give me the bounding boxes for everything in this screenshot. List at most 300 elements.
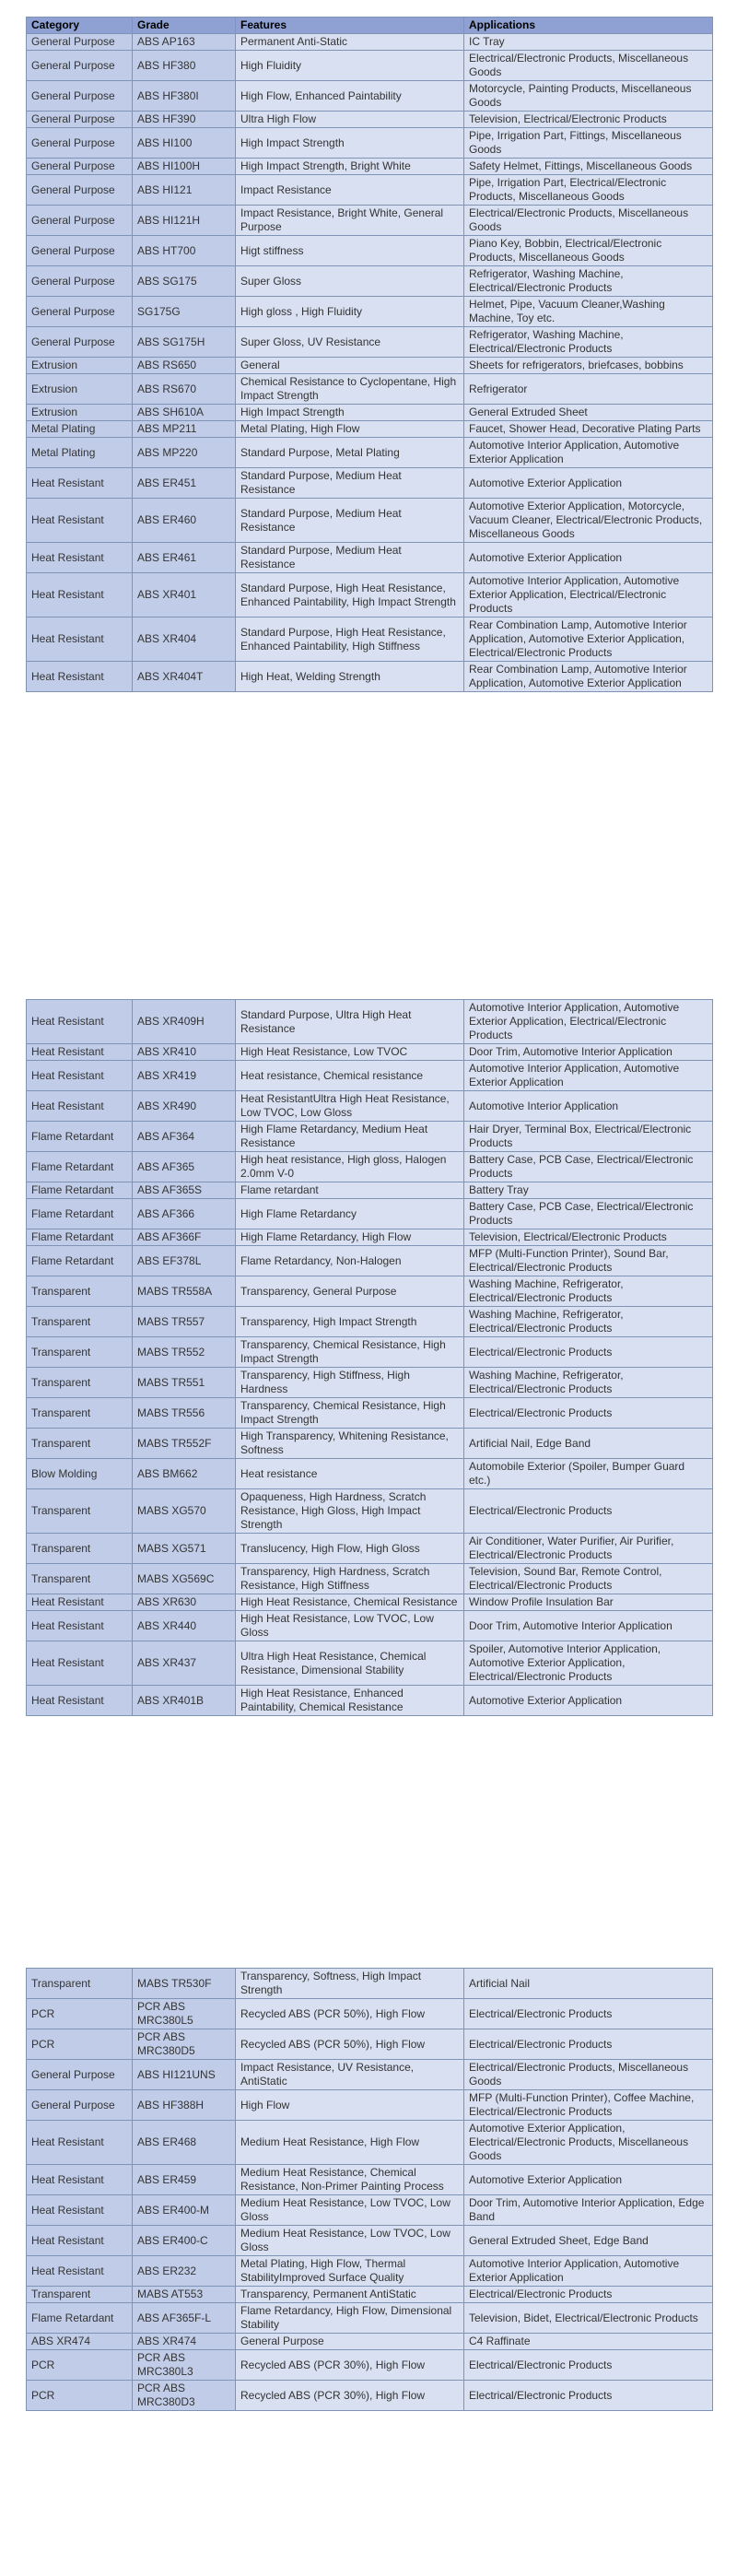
category-cell: Heat Resistant	[27, 2165, 133, 2195]
applications-cell: General Extruded Sheet	[464, 405, 713, 421]
table-row	[27, 1276, 713, 1307]
table-row	[27, 2287, 713, 2303]
table-row	[27, 468, 713, 499]
features-cell: Heat resistance	[236, 1459, 464, 1489]
applications-cell: Automotive Exterior Application, Electrical/Electronic Products, Miscellaneous Goods	[464, 2121, 713, 2165]
grade-cell: ABS XR401	[133, 573, 236, 618]
applications-cell: MFP (Multi-Function Printer), Coffee Machine, Electrical/Electronic Products	[464, 2090, 713, 2121]
category-cell: Extrusion	[27, 405, 133, 421]
grade-cell: ABS XR419	[133, 1061, 236, 1091]
features-cell: Metal Plating, High Flow, Thermal StabilityImproved Surface Quality	[236, 2256, 464, 2287]
applications-cell: Helmet, Pipe, Vacuum Cleaner,Washing Machine, Toy etc.	[464, 297, 713, 327]
category-cell: Transparent	[27, 1307, 133, 1337]
features-cell: High Fluidity	[236, 51, 464, 81]
category-cell: Transparent	[27, 1368, 133, 1398]
features-cell: Standard Purpose, Ultra High Heat Resistance	[236, 1000, 464, 1044]
table-row	[27, 1368, 713, 1398]
features-cell: High gloss , High Fluidity	[236, 297, 464, 327]
applications-cell: Automotive Interior Application, Automotive Exterior Application	[464, 2256, 713, 2287]
applications-cell: Electrical/Electronic Products	[464, 2350, 713, 2381]
header-features: Features	[236, 18, 464, 34]
features-cell: Transparency, Chemical Resistance, High Impact Strength	[236, 1337, 464, 1368]
applications-cell: Battery Tray	[464, 1182, 713, 1199]
table-row	[27, 1152, 713, 1182]
applications-cell: Piano Key, Bobbin, Electrical/Electronic Products, Miscellaneous Goods	[464, 236, 713, 266]
applications-cell: Washing Machine, Refrigerator, Electrical/Electronic Products	[464, 1276, 713, 1307]
category-cell: PCR	[27, 2381, 133, 2411]
category-cell: General Purpose	[27, 128, 133, 159]
table-row	[27, 1686, 713, 1716]
grade-cell: ABS ER232	[133, 2256, 236, 2287]
features-cell: Transparency, High Impact Strength	[236, 1307, 464, 1337]
category-cell: Blow Molding	[27, 1459, 133, 1489]
grade-cell: MABS TR551	[133, 1368, 236, 1398]
grade-cell: ABS HF380I	[133, 81, 236, 112]
table-row	[27, 358, 713, 374]
table-row	[27, 2060, 713, 2090]
category-cell: Flame Retardant	[27, 2303, 133, 2334]
grade-cell: MABS AT553	[133, 2287, 236, 2303]
applications-cell: Automotive Exterior Application	[464, 468, 713, 499]
table-row	[27, 34, 713, 51]
category-cell: Flame Retardant	[27, 1229, 133, 1246]
features-cell: Standard Purpose, High Heat Resistance, Enhanced Paintability, High Impact Strength	[236, 573, 464, 618]
features-cell: Heat resistance, Chemical resistance	[236, 1061, 464, 1091]
table-row	[27, 1534, 713, 1564]
table-row	[27, 2350, 713, 2381]
applications-cell: Electrical/Electronic Products	[464, 1489, 713, 1534]
table-row	[27, 1182, 713, 1199]
table-row	[27, 421, 713, 438]
features-cell: High Flame Retardancy, High Flow	[236, 1229, 464, 1246]
applications-cell: Refrigerator, Washing Machine, Electrical/Electronic Products	[464, 327, 713, 358]
applications-cell: Television, Bidet, Electrical/Electronic Products	[464, 2303, 713, 2334]
grade-cell: ABS SG175	[133, 266, 236, 297]
grade-cell: PCR ABS MRC380L3	[133, 2350, 236, 2381]
table-row	[27, 1091, 713, 1122]
grade-cell: ABS XR404T	[133, 662, 236, 692]
grade-cell: ABS ER459	[133, 2165, 236, 2195]
grade-cell: ABS AP163	[133, 34, 236, 51]
table-row	[27, 2195, 713, 2226]
features-cell: Flame Retardancy, Non-Halogen	[236, 1246, 464, 1276]
grade-cell: ABS XR490	[133, 1091, 236, 1122]
category-cell: Flame Retardant	[27, 1122, 133, 1152]
grade-cell: ABS HF388H	[133, 2090, 236, 2121]
table-row	[27, 1000, 713, 1044]
grade-cell: ABS XR474	[133, 2334, 236, 2350]
features-cell: Super Gloss	[236, 266, 464, 297]
category-cell: Heat Resistant	[27, 573, 133, 618]
grade-cell: ABS MP211	[133, 421, 236, 438]
category-cell: Transparent	[27, 1969, 133, 1999]
applications-cell: Electrical/Electronic Products, Miscellaneous Goods	[464, 206, 713, 236]
grade-cell: ABS AF365	[133, 1152, 236, 1182]
grade-cell: SG175G	[133, 297, 236, 327]
applications-cell: Automotive Interior Application, Automotive Exterior Application	[464, 438, 713, 468]
table-row	[27, 438, 713, 468]
table-row	[27, 2029, 713, 2060]
features-cell: Recycled ABS (PCR 30%), High Flow	[236, 2381, 464, 2411]
applications-cell: Door Trim, Automotive Interior Application	[464, 1611, 713, 1641]
table-row	[27, 175, 713, 206]
category-cell: Heat Resistant	[27, 1000, 133, 1044]
features-cell: Medium Heat Resistance, High Flow	[236, 2121, 464, 2165]
features-cell: Standard Purpose, High Heat Resistance, Enhanced Paintability, High Stiffness	[236, 618, 464, 662]
applications-cell: Television, Electrical/Electronic Products	[464, 1229, 713, 1246]
category-cell: General Purpose	[27, 34, 133, 51]
category-cell: General Purpose	[27, 112, 133, 128]
grade-cell: ABS AF364	[133, 1122, 236, 1152]
category-cell: Heat Resistant	[27, 1061, 133, 1091]
grade-cell: ABS HF380	[133, 51, 236, 81]
applications-cell: Television, Electrical/Electronic Products	[464, 112, 713, 128]
applications-cell: Motorcycle, Painting Products, Miscellaneous Goods	[464, 81, 713, 112]
grade-table	[26, 999, 713, 1716]
grade-cell: ABS AF366F	[133, 1229, 236, 1246]
table-row	[27, 1641, 713, 1686]
applications-cell: Safety Helmet, Fittings, Miscellaneous Goods	[464, 159, 713, 175]
table-row	[27, 499, 713, 543]
category-cell: General Purpose	[27, 175, 133, 206]
category-cell: General Purpose	[27, 236, 133, 266]
category-cell: General Purpose	[27, 159, 133, 175]
features-cell: Higt stiffness	[236, 236, 464, 266]
category-cell: Transparent	[27, 1429, 133, 1459]
applications-cell: Electrical/Electronic Products, Miscellaneous Goods	[464, 51, 713, 81]
grade-cell: ABS XR404	[133, 618, 236, 662]
features-cell: High Heat Resistance, Enhanced Paintability, Chemical Resistance	[236, 1686, 464, 1716]
table-row	[27, 1611, 713, 1641]
header-applications: Applications	[464, 18, 713, 34]
category-cell: General Purpose	[27, 266, 133, 297]
table-row	[27, 2090, 713, 2121]
table-row	[27, 1199, 713, 1229]
category-cell: Heat Resistant	[27, 1594, 133, 1611]
applications-cell: Door Trim, Automotive Interior Application	[464, 1044, 713, 1061]
grade-cell: ABS EF378L	[133, 1246, 236, 1276]
applications-cell: Automotive Exterior Application, Motorcycle, Vacuum Cleaner, Electrical/Electronic Products, Miscellaneous Goods	[464, 499, 713, 543]
features-cell: Flame Retardancy, High Flow, Dimensional Stability	[236, 2303, 464, 2334]
table-row	[27, 1999, 713, 2029]
grade-cell: ABS AF366	[133, 1199, 236, 1229]
applications-cell: MFP (Multi-Function Printer), Sound Bar, Electrical/Electronic Products	[464, 1246, 713, 1276]
table-row	[27, 1489, 713, 1534]
grade-cell: ABS ER400-C	[133, 2226, 236, 2256]
category-cell: General Purpose	[27, 297, 133, 327]
category-cell: Heat Resistant	[27, 1091, 133, 1122]
category-cell: PCR	[27, 2029, 133, 2060]
grade-cell: ABS HT700	[133, 236, 236, 266]
features-cell: Transparency, High Hardness, Scratch Resistance, High Stiffness	[236, 1564, 464, 1594]
category-cell: Transparent	[27, 1276, 133, 1307]
features-cell: Super Gloss, UV Resistance	[236, 327, 464, 358]
category-cell: General Purpose	[27, 81, 133, 112]
category-cell: Transparent	[27, 1398, 133, 1429]
features-cell: Chemical Resistance to Cyclopentane, High Impact Strength	[236, 374, 464, 405]
table-body	[27, 34, 713, 692]
grade-cell: ABS HF390	[133, 112, 236, 128]
category-cell: Heat Resistant	[27, 662, 133, 692]
grade-table	[26, 1968, 713, 2411]
table-row	[27, 81, 713, 112]
features-cell: Transparency, Permanent AntiStatic	[236, 2287, 464, 2303]
table-row	[27, 2334, 713, 2350]
category-cell: Heat Resistant	[27, 2226, 133, 2256]
table-row	[27, 662, 713, 692]
grade-cell: ABS HI121UNS	[133, 2060, 236, 2090]
table-row	[27, 327, 713, 358]
category-cell: Metal Plating	[27, 421, 133, 438]
applications-cell: Automotive Interior Application	[464, 1091, 713, 1122]
applications-cell: Hair Dryer, Terminal Box, Electrical/Electronic Products	[464, 1122, 713, 1152]
features-cell: Flame retardant	[236, 1182, 464, 1199]
table-row	[27, 1429, 713, 1459]
applications-cell: Automotive Interior Application, Automotive Exterior Application, Electrical/Electronic Products	[464, 1000, 713, 1044]
features-cell: General	[236, 358, 464, 374]
table-header-row	[27, 18, 713, 34]
features-cell: Impact Resistance, Bright White, General Purpose	[236, 206, 464, 236]
applications-cell: Automotive Exterior Application	[464, 1686, 713, 1716]
table-row	[27, 1044, 713, 1061]
applications-cell: Door Trim, Automotive Interior Application, Edge Band	[464, 2195, 713, 2226]
applications-cell: Rear Combination Lamp, Automotive Interior Application, Automotive Exterior Application	[464, 662, 713, 692]
table-row	[27, 1061, 713, 1091]
grade-cell: ABS ER451	[133, 468, 236, 499]
category-cell: Transparent	[27, 1534, 133, 1564]
table-row	[27, 1398, 713, 1429]
features-cell: Standard Purpose, Medium Heat Resistance	[236, 499, 464, 543]
grade-cell: PCR ABS MRC380D5	[133, 2029, 236, 2060]
grade-cell: ABS ER460	[133, 499, 236, 543]
table-row	[27, 206, 713, 236]
applications-cell: Refrigerator	[464, 374, 713, 405]
features-cell: Ultra High Flow	[236, 112, 464, 128]
features-cell: Heat ResistantUltra High Heat Resistance, Low TVOC, Low Gloss	[236, 1091, 464, 1122]
category-cell: ABS XR474	[27, 2334, 133, 2350]
features-cell: High Flame Retardancy	[236, 1199, 464, 1229]
grade-cell: MABS XG569C	[133, 1564, 236, 1594]
grade-cell: ABS XR440	[133, 1611, 236, 1641]
applications-cell: C4 Raffinate	[464, 2334, 713, 2350]
category-cell: Transparent	[27, 1564, 133, 1594]
features-cell: Permanent Anti-Static	[236, 34, 464, 51]
table-row	[27, 51, 713, 81]
table-row	[27, 1564, 713, 1594]
grade-cell: MABS XG571	[133, 1534, 236, 1564]
grade-cell: MABS XG570	[133, 1489, 236, 1534]
features-cell: Metal Plating, High Flow	[236, 421, 464, 438]
table-row	[27, 1122, 713, 1152]
category-cell: General Purpose	[27, 51, 133, 81]
category-cell: Metal Plating	[27, 438, 133, 468]
table-row	[27, 2256, 713, 2287]
category-cell: Flame Retardant	[27, 1182, 133, 1199]
features-cell: High Heat Resistance, Low TVOC	[236, 1044, 464, 1061]
category-cell: Heat Resistant	[27, 499, 133, 543]
category-cell: Flame Retardant	[27, 1152, 133, 1182]
grade-table	[26, 17, 713, 692]
grade-cell: ABS AF365F-L	[133, 2303, 236, 2334]
applications-cell: Pipe, Irrigation Part, Electrical/Electronic Products, Miscellaneous Goods	[464, 175, 713, 206]
category-cell: Transparent	[27, 1337, 133, 1368]
features-cell: High Transparency, Whitening Resistance, Softness	[236, 1429, 464, 1459]
features-cell: Recycled ABS (PCR 50%), High Flow	[236, 1999, 464, 2029]
applications-cell: Automotive Interior Application, Automotive Exterior Application, Electrical/Electronic Products	[464, 573, 713, 618]
category-cell: Heat Resistant	[27, 1641, 133, 1686]
category-cell: General Purpose	[27, 327, 133, 358]
features-cell: High Impact Strength	[236, 128, 464, 159]
applications-cell: Battery Case, PCB Case, Electrical/Electronic Products	[464, 1152, 713, 1182]
table-row	[27, 1337, 713, 1368]
table-row	[27, 1594, 713, 1611]
grade-cell: ABS XR409H	[133, 1000, 236, 1044]
features-cell: Ultra High Heat Resistance, Chemical Resistance, Dimensional Stability	[236, 1641, 464, 1686]
grade-cell: ABS XR410	[133, 1044, 236, 1061]
features-cell: Translucency, High Flow, High Gloss	[236, 1534, 464, 1564]
grade-cell: ABS HI100H	[133, 159, 236, 175]
table-row	[27, 1246, 713, 1276]
applications-cell: Faucet, Shower Head, Decorative Plating Parts	[464, 421, 713, 438]
grade-cell: ABS ER468	[133, 2121, 236, 2165]
category-cell: PCR	[27, 1999, 133, 2029]
grade-cell: PCR ABS MRC380L5	[133, 1999, 236, 2029]
applications-cell: Refrigerator, Washing Machine, Electrical/Electronic Products	[464, 266, 713, 297]
table-row	[27, 2165, 713, 2195]
table-row	[27, 236, 713, 266]
table-row	[27, 2226, 713, 2256]
table-body	[27, 1000, 713, 1716]
features-cell: General Purpose	[236, 2334, 464, 2350]
table-row	[27, 297, 713, 327]
category-cell: Flame Retardant	[27, 1246, 133, 1276]
category-cell: General Purpose	[27, 2090, 133, 2121]
features-cell: Medium Heat Resistance, Chemical Resistance, Non-Primer Painting Process	[236, 2165, 464, 2195]
table-row	[27, 159, 713, 175]
table-row	[27, 266, 713, 297]
grade-cell: ABS SH610A	[133, 405, 236, 421]
table-row	[27, 618, 713, 662]
features-cell: Medium Heat Resistance, Low TVOC, Low Gloss	[236, 2195, 464, 2226]
features-cell: High Flow	[236, 2090, 464, 2121]
applications-cell: General Extruded Sheet, Edge Band	[464, 2226, 713, 2256]
category-cell: Heat Resistant	[27, 1686, 133, 1716]
grade-cell: ABS HI121	[133, 175, 236, 206]
grade-cell: ABS BM662	[133, 1459, 236, 1489]
grade-cell: ABS ER461	[133, 543, 236, 573]
grade-cell: ABS HI121H	[133, 206, 236, 236]
category-cell: Extrusion	[27, 374, 133, 405]
category-cell: PCR	[27, 2350, 133, 2381]
table-row	[27, 573, 713, 618]
table-row	[27, 1229, 713, 1246]
category-cell: Heat Resistant	[27, 2195, 133, 2226]
features-cell: High Heat Resistance, Low TVOC, Low Gloss	[236, 1611, 464, 1641]
applications-cell: Electrical/Electronic Products	[464, 1999, 713, 2029]
grade-cell: ABS RS670	[133, 374, 236, 405]
category-cell: Heat Resistant	[27, 618, 133, 662]
grade-cell: MABS TR552F	[133, 1429, 236, 1459]
features-cell: Impact Resistance	[236, 175, 464, 206]
header-category: Category	[27, 18, 133, 34]
features-cell: High Impact Strength, Bright White	[236, 159, 464, 175]
features-cell: Standard Purpose, Metal Plating	[236, 438, 464, 468]
features-cell: High Flow, Enhanced Paintability	[236, 81, 464, 112]
applications-cell: Television, Sound Bar, Remote Control, Electrical/Electronic Products	[464, 1564, 713, 1594]
applications-cell: Sheets for refrigerators, briefcases, bobbins	[464, 358, 713, 374]
applications-cell: Window Profile Insulation Bar	[464, 1594, 713, 1611]
grade-cell: ABS RS650	[133, 358, 236, 374]
table-row	[27, 2381, 713, 2411]
applications-cell: Electrical/Electronic Products	[464, 2381, 713, 2411]
table-row	[27, 128, 713, 159]
grade-cell: ABS HI100	[133, 128, 236, 159]
category-cell: Heat Resistant	[27, 2256, 133, 2287]
applications-cell: Washing Machine, Refrigerator, Electrical/Electronic Products	[464, 1307, 713, 1337]
features-cell: Transparency, Chemical Resistance, High Impact Strength	[236, 1398, 464, 1429]
header-grade: Grade	[133, 18, 236, 34]
category-cell: Heat Resistant	[27, 2121, 133, 2165]
grade-cell: MABS TR557	[133, 1307, 236, 1337]
category-cell: Transparent	[27, 2287, 133, 2303]
applications-cell: Automotive Exterior Application	[464, 2165, 713, 2195]
features-cell: Standard Purpose, Medium Heat Resistance	[236, 543, 464, 573]
grade-cell: ABS MP220	[133, 438, 236, 468]
table-body	[27, 1969, 713, 2411]
applications-cell: Battery Case, PCB Case, Electrical/Electronic Products	[464, 1199, 713, 1229]
grade-cell: MABS TR556	[133, 1398, 236, 1429]
features-cell: Transparency, High Stiffness, High Hardness	[236, 1368, 464, 1398]
features-cell: Standard Purpose, Medium Heat Resistance	[236, 468, 464, 499]
features-cell: Opaqueness, High Hardness, Scratch Resistance, High Gloss, High Impact Strength	[236, 1489, 464, 1534]
table-row	[27, 1307, 713, 1337]
table-row	[27, 405, 713, 421]
features-cell: High Flame Retardancy, Medium Heat Resistance	[236, 1122, 464, 1152]
features-cell: High Heat Resistance, Chemical Resistance	[236, 1594, 464, 1611]
category-cell: General Purpose	[27, 2060, 133, 2090]
features-cell: High Impact Strength	[236, 405, 464, 421]
category-cell: Flame Retardant	[27, 1199, 133, 1229]
category-cell: General Purpose	[27, 206, 133, 236]
category-cell: Transparent	[27, 1489, 133, 1534]
applications-cell: Air Conditioner, Water Purifier, Air Purifier, Electrical/Electronic Products	[464, 1534, 713, 1564]
grade-cell: PCR ABS MRC380D3	[133, 2381, 236, 2411]
applications-cell: Electrical/Electronic Products	[464, 1337, 713, 1368]
category-cell: Heat Resistant	[27, 543, 133, 573]
table-row	[27, 112, 713, 128]
features-cell: Medium Heat Resistance, Low TVOC, Low Gloss	[236, 2226, 464, 2256]
category-cell: Heat Resistant	[27, 468, 133, 499]
applications-cell: Automotive Interior Application, Automotive Exterior Application	[464, 1061, 713, 1091]
applications-cell: Washing Machine, Refrigerator, Electrical/Electronic Products	[464, 1368, 713, 1398]
features-cell: Recycled ABS (PCR 30%), High Flow	[236, 2350, 464, 2381]
applications-cell: Spoiler, Automotive Interior Application, Automotive Exterior Application, Electrical/Electronic Products	[464, 1641, 713, 1686]
grade-cell: ABS XR630	[133, 1594, 236, 1611]
table-row	[27, 1459, 713, 1489]
applications-cell: Electrical/Electronic Products	[464, 2029, 713, 2060]
applications-cell: Automotive Exterior Application	[464, 543, 713, 573]
features-cell: Impact Resistance, UV Resistance, AntiStatic	[236, 2060, 464, 2090]
applications-cell: Electrical/Electronic Products	[464, 1398, 713, 1429]
grade-cell: ABS SG175H	[133, 327, 236, 358]
table-row	[27, 543, 713, 573]
grade-cell: ABS XR437	[133, 1641, 236, 1686]
table-row	[27, 2121, 713, 2165]
applications-cell: Electrical/Electronic Products, Miscellaneous Goods	[464, 2060, 713, 2090]
grade-cell: MABS TR552	[133, 1337, 236, 1368]
applications-cell: Automobile Exterior (Spoiler, Bumper Guard etc.)	[464, 1459, 713, 1489]
category-cell: Heat Resistant	[27, 1611, 133, 1641]
